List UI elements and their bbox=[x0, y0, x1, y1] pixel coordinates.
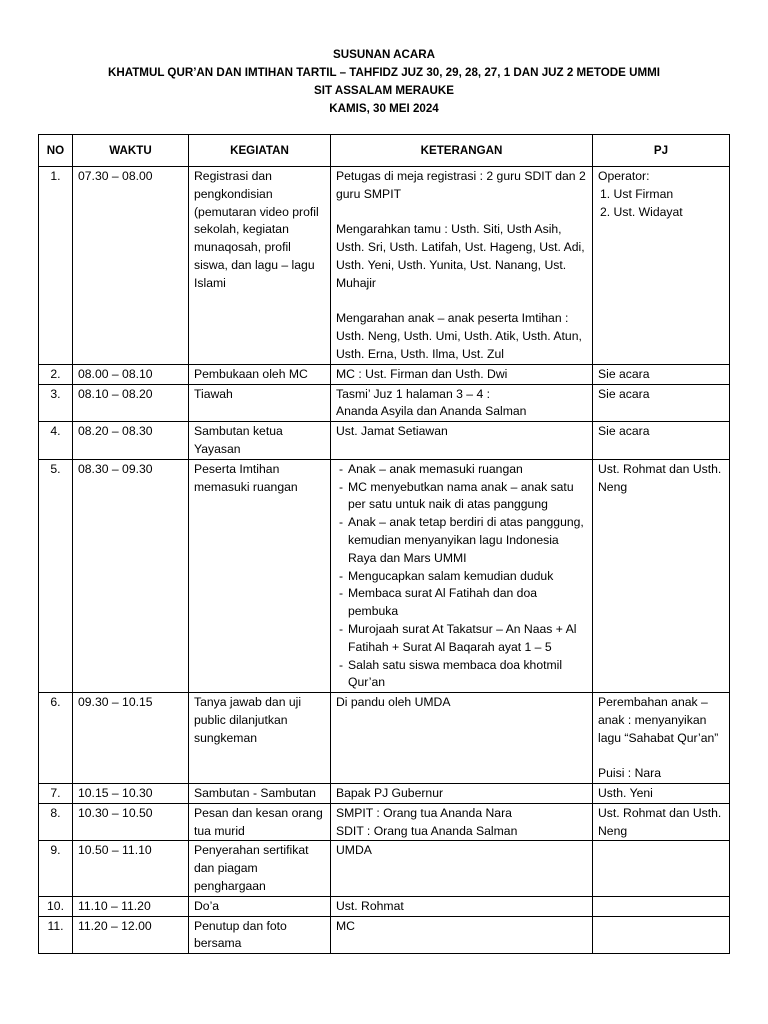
row-number: 11. bbox=[39, 916, 73, 954]
description-line: SDIT : Orang tua Ananda Salman bbox=[336, 823, 518, 838]
row-pic bbox=[593, 693, 730, 784]
description-line: Ananda Asyila dan Ananda Salman bbox=[336, 404, 527, 419]
column-header-kegiatan: KEGIATAN bbox=[189, 135, 331, 167]
procedure-item: - Membaca surat Al Fatihah dan doa pembuka bbox=[339, 585, 587, 621]
row-description: MC : Ust. Firman dan Usth. Dwi bbox=[331, 364, 593, 384]
table-header-row bbox=[39, 135, 730, 167]
table-row bbox=[39, 384, 730, 422]
row-number: 10. bbox=[39, 896, 73, 916]
column-header-waktu: WAKTU bbox=[73, 135, 189, 167]
row-time: 10.30 – 10.50 bbox=[73, 803, 189, 841]
procedure-item: - Salah satu siswa membaca doa khotmil Qur’an bbox=[339, 657, 587, 693]
row-description bbox=[331, 384, 593, 422]
table-row bbox=[39, 693, 730, 784]
row-time: 09.30 – 10.15 bbox=[73, 693, 189, 784]
row-number: 6. bbox=[39, 693, 73, 784]
row-time: 11.10 – 11.20 bbox=[73, 896, 189, 916]
row-time: 10.15 – 10.30 bbox=[73, 784, 189, 804]
pic-title: Operator: bbox=[598, 169, 650, 183]
procedure-item: - Anak – anak tetap berdiri di atas panggung, kemudian menyanyikan lagu Indonesia Raya dan Mars UMMI bbox=[339, 514, 587, 567]
row-time: 08.30 – 09.30 bbox=[73, 459, 189, 692]
table-row bbox=[39, 841, 730, 896]
row-activity: Registrasi dan pengkondisian (pemutaran video profil sekolah, kegiatan munaqosah, profil siswa, dan lagu – lagu Islami bbox=[189, 167, 331, 365]
row-number: 4. bbox=[39, 422, 73, 460]
table-row bbox=[39, 916, 730, 954]
row-description: Ust. Rohmat bbox=[331, 896, 593, 916]
row-number: 1. bbox=[39, 167, 73, 365]
description-paragraph: Petugas di meja registrasi : 2 guru SDIT dan 2 guru SMPIT bbox=[336, 169, 586, 201]
table-row bbox=[39, 422, 730, 460]
row-description: UMDA bbox=[331, 841, 593, 896]
table-row bbox=[39, 459, 730, 692]
header-school: SIT ASSALAM MERAUKE bbox=[314, 84, 454, 97]
row-activity: Penyerahan sertifikat dan piagam penghargaan bbox=[189, 841, 331, 896]
row-activity: Penutup dan foto bersama bbox=[189, 916, 331, 954]
header-date: KAMIS, 30 MEI 2024 bbox=[329, 102, 439, 115]
row-number: 7. bbox=[39, 784, 73, 804]
column-header-pj: PJ bbox=[593, 135, 730, 167]
pic-list-item: 1. Ust Firman bbox=[600, 186, 674, 201]
row-pic: Ust. Rohmat dan Usth. Neng bbox=[593, 459, 730, 692]
description-line: SMPIT : Orang tua Ananda Nara bbox=[336, 805, 512, 820]
column-header-keterangan: KETERANGAN bbox=[331, 135, 593, 167]
row-pic bbox=[593, 167, 730, 365]
row-number: 9. bbox=[39, 841, 73, 896]
description-paragraph: Mengarahan anak – anak peserta Imtihan : Usth. Neng, Usth. Umi, Usth. Atik, Usth. Atun, Usth. Erna, Usth. Ilma, Ust. Zul bbox=[336, 311, 582, 361]
procedure-list bbox=[336, 461, 587, 692]
table-row bbox=[39, 803, 730, 841]
row-activity: Sambutan ketua Yayasan bbox=[189, 422, 331, 460]
row-number: 8. bbox=[39, 803, 73, 841]
table-row bbox=[39, 896, 730, 916]
agenda-table bbox=[38, 134, 730, 954]
row-number: 3. bbox=[39, 384, 73, 422]
header-title: SUSUNAN ACARA bbox=[333, 48, 435, 61]
row-pic: Ust. Rohmat dan Usth. Neng bbox=[593, 803, 730, 841]
header-event-name: KHATMUL QUR’AN DAN IMTIHAN TARTIL – TAHFIDZ JUZ 30, 29, 28, 27, 1 DAN JUZ 2 METODE UMMI bbox=[107, 66, 661, 79]
description-line: Tasmi’ Juz 1 halaman 3 – 4 : bbox=[336, 386, 490, 401]
row-time: 08.20 – 08.30 bbox=[73, 422, 189, 460]
row-pic bbox=[593, 841, 730, 896]
row-activity: Sambutan - Sambutan bbox=[189, 784, 331, 804]
pic-list-item: 2. Ust. Widayat bbox=[600, 204, 683, 219]
row-activity: Pembukaan oleh MC bbox=[189, 364, 331, 384]
row-time: 07.30 – 08.00 bbox=[73, 167, 189, 365]
row-activity: Tanya jawab dan uji public dilanjutkan sungkeman bbox=[189, 693, 331, 784]
row-description: Ust. Jamat Setiawan bbox=[331, 422, 593, 460]
row-number: 2. bbox=[39, 364, 73, 384]
row-activity: Pesan dan kesan orang tua murid bbox=[189, 803, 331, 841]
row-time: 08.10 – 08.20 bbox=[73, 384, 189, 422]
row-activity: Tiawah bbox=[189, 384, 331, 422]
pic-list bbox=[598, 186, 724, 222]
row-description bbox=[331, 459, 593, 692]
description-paragraph: Mengarahkan tamu : Usth. Siti, Usth Asih, Usth. Sri, Usth. Latifah, Ust. Hageng, Ust. Adi, Usth. Yeni, Usth. Yunita, Ust. Nanang, Ust. Muhajir bbox=[336, 222, 585, 290]
row-activity: Do’a bbox=[189, 896, 331, 916]
table-row bbox=[39, 784, 730, 804]
procedure-item: - Anak – anak memasuki ruangan bbox=[339, 461, 587, 479]
procedure-item: - Murojaah surat At Takatsur – An Naas + Al Fatihah + Surat Al Baqarah ayat 1 – 5 bbox=[339, 621, 587, 657]
row-time: 11.20 – 12.00 bbox=[73, 916, 189, 954]
row-number: 5. bbox=[39, 459, 73, 692]
row-description: MC bbox=[331, 916, 593, 954]
pic-paragraph: Puisi : Nara bbox=[598, 766, 661, 781]
row-description: Bapak PJ Gubernur bbox=[331, 784, 593, 804]
row-pic: Sie acara bbox=[593, 422, 730, 460]
procedure-item: - MC menyebutkan nama anak – anak satu per satu untuk naik di atas panggung bbox=[339, 479, 587, 515]
procedure-item: - Mengucapkan salam kemudian duduk bbox=[339, 568, 587, 586]
document-header bbox=[0, 46, 768, 118]
row-pic bbox=[593, 916, 730, 954]
row-description: Di pandu oleh UMDA bbox=[331, 693, 593, 784]
table-row bbox=[39, 364, 730, 384]
row-time: 10.50 – 11.10 bbox=[73, 841, 189, 896]
column-header-no: NO bbox=[39, 135, 73, 167]
row-pic: Sie acara bbox=[593, 364, 730, 384]
pic-paragraph: Perembahan anak – anak : menyanyikan lagu “Sahabat Qur’an” bbox=[598, 695, 719, 745]
row-description bbox=[331, 803, 593, 841]
table-row bbox=[39, 167, 730, 365]
row-activity: Peserta Imtihan memasuki ruangan bbox=[189, 459, 331, 692]
row-pic bbox=[593, 896, 730, 916]
row-description bbox=[331, 167, 593, 365]
row-time: 08.00 – 08.10 bbox=[73, 364, 189, 384]
row-pic: Usth. Yeni bbox=[593, 784, 730, 804]
row-pic: Sie acara bbox=[593, 384, 730, 422]
